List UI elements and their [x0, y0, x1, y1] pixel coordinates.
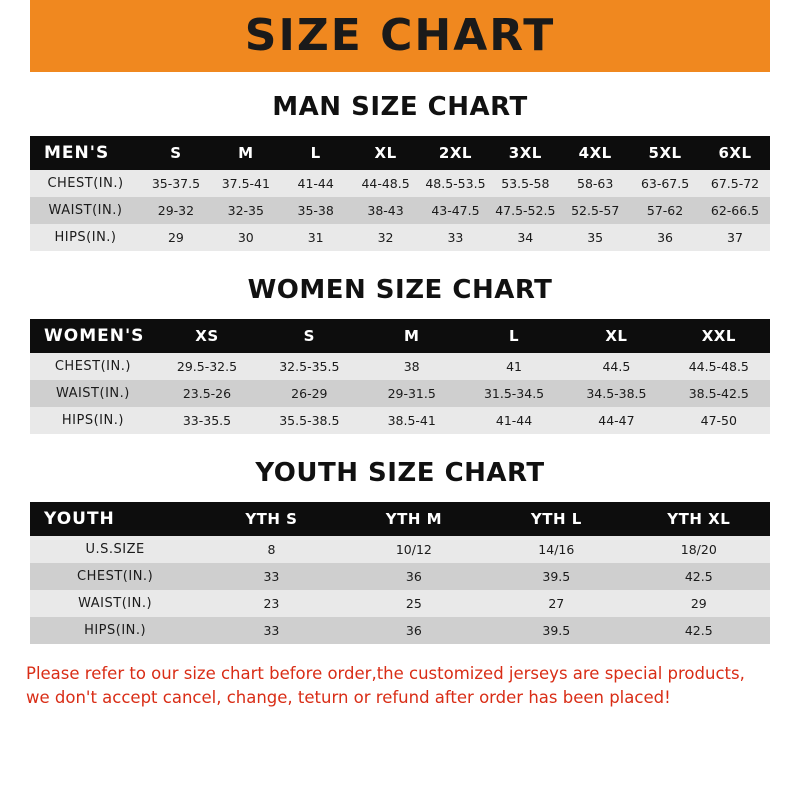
women-size-table-wrapper: [30, 319, 770, 434]
table-cell: 52.5-57: [560, 197, 630, 224]
table-cell: 36: [343, 563, 485, 590]
table-cell: 44-48.5: [351, 170, 421, 197]
table-cell: 29: [141, 224, 211, 251]
women-table-header: [30, 319, 770, 353]
youth-table-header: [30, 502, 770, 536]
table-cell: 42.5: [628, 563, 770, 590]
table-cell: 31: [281, 224, 351, 251]
women-header-cell: XXL: [668, 319, 770, 353]
man-size-table-wrapper: [30, 136, 770, 251]
table-cell: 37: [700, 224, 770, 251]
table-cell: 32.5-35.5: [258, 353, 360, 380]
table-cell: 41: [463, 353, 565, 380]
table-cell: 29.5-32.5: [156, 353, 258, 380]
row-label: WAIST(IN.): [30, 590, 200, 617]
man-section-title: MAN SIZE CHART: [272, 92, 528, 122]
table-cell: 25: [343, 590, 485, 617]
table-cell: 63-67.5: [630, 170, 700, 197]
row-label: CHEST(IN.): [30, 170, 141, 197]
table-row: [30, 590, 770, 617]
table-cell: 34: [490, 224, 560, 251]
footer-note-line-1: Please refer to our size chart before order,the customized jerseys are special products,: [26, 664, 745, 683]
table-cell: 29: [628, 590, 770, 617]
table-cell: 47.5-52.5: [490, 197, 560, 224]
table-row: [30, 536, 770, 563]
table-row: [30, 380, 770, 407]
table-row: [30, 224, 770, 251]
table-cell: 42.5: [628, 617, 770, 644]
man-header-cell: L: [281, 136, 351, 170]
row-label: WAIST(IN.): [30, 380, 156, 407]
table-cell: 38: [361, 353, 463, 380]
table-cell: 33: [200, 563, 342, 590]
women-header-label: WOMEN'S: [30, 319, 156, 353]
table-cell: 41-44: [281, 170, 351, 197]
table-cell: 33: [200, 617, 342, 644]
table-cell: 33: [421, 224, 491, 251]
man-header-cell: 2XL: [421, 136, 491, 170]
row-label: HIPS(IN.): [30, 224, 141, 251]
man-header-cell: XL: [351, 136, 421, 170]
women-header-cell: XS: [156, 319, 258, 353]
table-row: [30, 170, 770, 197]
table-cell: 8: [200, 536, 342, 563]
table-cell: 35.5-38.5: [258, 407, 360, 434]
table-cell: 32-35: [211, 197, 281, 224]
youth-header-label: YOUTH: [30, 502, 200, 536]
table-row: [30, 407, 770, 434]
table-cell: 31.5-34.5: [463, 380, 565, 407]
women-header-cell: XL: [565, 319, 667, 353]
table-cell: 35: [560, 224, 630, 251]
youth-header-cell: YTH L: [485, 502, 627, 536]
table-cell: 43-47.5: [421, 197, 491, 224]
table-cell: 67.5-72: [700, 170, 770, 197]
row-label: HIPS(IN.): [30, 407, 156, 434]
table-cell: 37.5-41: [211, 170, 281, 197]
table-cell: 23.5-26: [156, 380, 258, 407]
table-cell: 29-32: [141, 197, 211, 224]
man-header-cell: 6XL: [700, 136, 770, 170]
youth-header-cell: YTH XL: [628, 502, 770, 536]
table-cell: 30: [211, 224, 281, 251]
women-header-cell: L: [463, 319, 565, 353]
table-cell: 10/12: [343, 536, 485, 563]
footer-note-line-2: we don't accept cancel, change, teturn or refund after order has been placed!: [26, 687, 671, 707]
table-cell: 62-66.5: [700, 197, 770, 224]
table-cell: 33-35.5: [156, 407, 258, 434]
table-header-row: [30, 502, 770, 536]
man-header-cell: 3XL: [490, 136, 560, 170]
man-table-header: [30, 136, 770, 170]
youth-header-cell: YTH S: [200, 502, 342, 536]
table-cell: 41-44: [463, 407, 565, 434]
table-cell: 44.5-48.5: [668, 353, 770, 380]
table-cell: 38.5-42.5: [668, 380, 770, 407]
table-cell: 47-50: [668, 407, 770, 434]
table-cell: 44-47: [565, 407, 667, 434]
table-header-row: [30, 319, 770, 353]
man-size-table: [30, 136, 770, 251]
table-cell: 39.5: [485, 617, 627, 644]
row-label: CHEST(IN.): [30, 563, 200, 590]
youth-header-cell: YTH M: [343, 502, 485, 536]
table-cell: 29-31.5: [361, 380, 463, 407]
table-cell: 27: [485, 590, 627, 617]
women-header-cell: M: [361, 319, 463, 353]
table-cell: 38-43: [351, 197, 421, 224]
table-cell: 23: [200, 590, 342, 617]
man-header-cell: M: [211, 136, 281, 170]
row-label: CHEST(IN.): [30, 353, 156, 380]
table-cell: 53.5-58: [490, 170, 560, 197]
table-cell: 32: [351, 224, 421, 251]
table-row: [30, 353, 770, 380]
women-size-table: [30, 319, 770, 434]
table-cell: 48.5-53.5: [421, 170, 491, 197]
table-cell: 18/20: [628, 536, 770, 563]
table-cell: 34.5-38.5: [565, 380, 667, 407]
man-table-body: [30, 170, 770, 251]
table-cell: 57-62: [630, 197, 700, 224]
table-cell: 36: [343, 617, 485, 644]
youth-size-table-wrapper: [30, 502, 770, 644]
row-label: U.S.SIZE: [30, 536, 200, 563]
header-banner: [0, 0, 800, 72]
youth-section-title: YOUTH SIZE CHART: [255, 458, 545, 488]
man-header-label: MEN'S: [30, 136, 141, 170]
youth-size-table: [30, 502, 770, 644]
table-cell: 38.5-41: [361, 407, 463, 434]
youth-table-body: [30, 536, 770, 644]
page-title: SIZE CHART: [244, 10, 556, 61]
women-section-title: WOMEN SIZE CHART: [247, 275, 553, 305]
footer-note: [26, 662, 774, 710]
table-cell: 39.5: [485, 563, 627, 590]
man-header-cell: 5XL: [630, 136, 700, 170]
man-header-cell: 4XL: [560, 136, 630, 170]
table-cell: 58-63: [560, 170, 630, 197]
row-label: HIPS(IN.): [30, 617, 200, 644]
table-row: [30, 197, 770, 224]
row-label: WAIST(IN.): [30, 197, 141, 224]
table-row: [30, 617, 770, 644]
table-cell: 35-37.5: [141, 170, 211, 197]
table-header-row: [30, 136, 770, 170]
table-cell: 26-29: [258, 380, 360, 407]
table-cell: 44.5: [565, 353, 667, 380]
man-header-cell: S: [141, 136, 211, 170]
table-cell: 14/16: [485, 536, 627, 563]
table-cell: 35-38: [281, 197, 351, 224]
table-cell: 36: [630, 224, 700, 251]
table-row: [30, 563, 770, 590]
women-table-body: [30, 353, 770, 434]
women-header-cell: S: [258, 319, 360, 353]
